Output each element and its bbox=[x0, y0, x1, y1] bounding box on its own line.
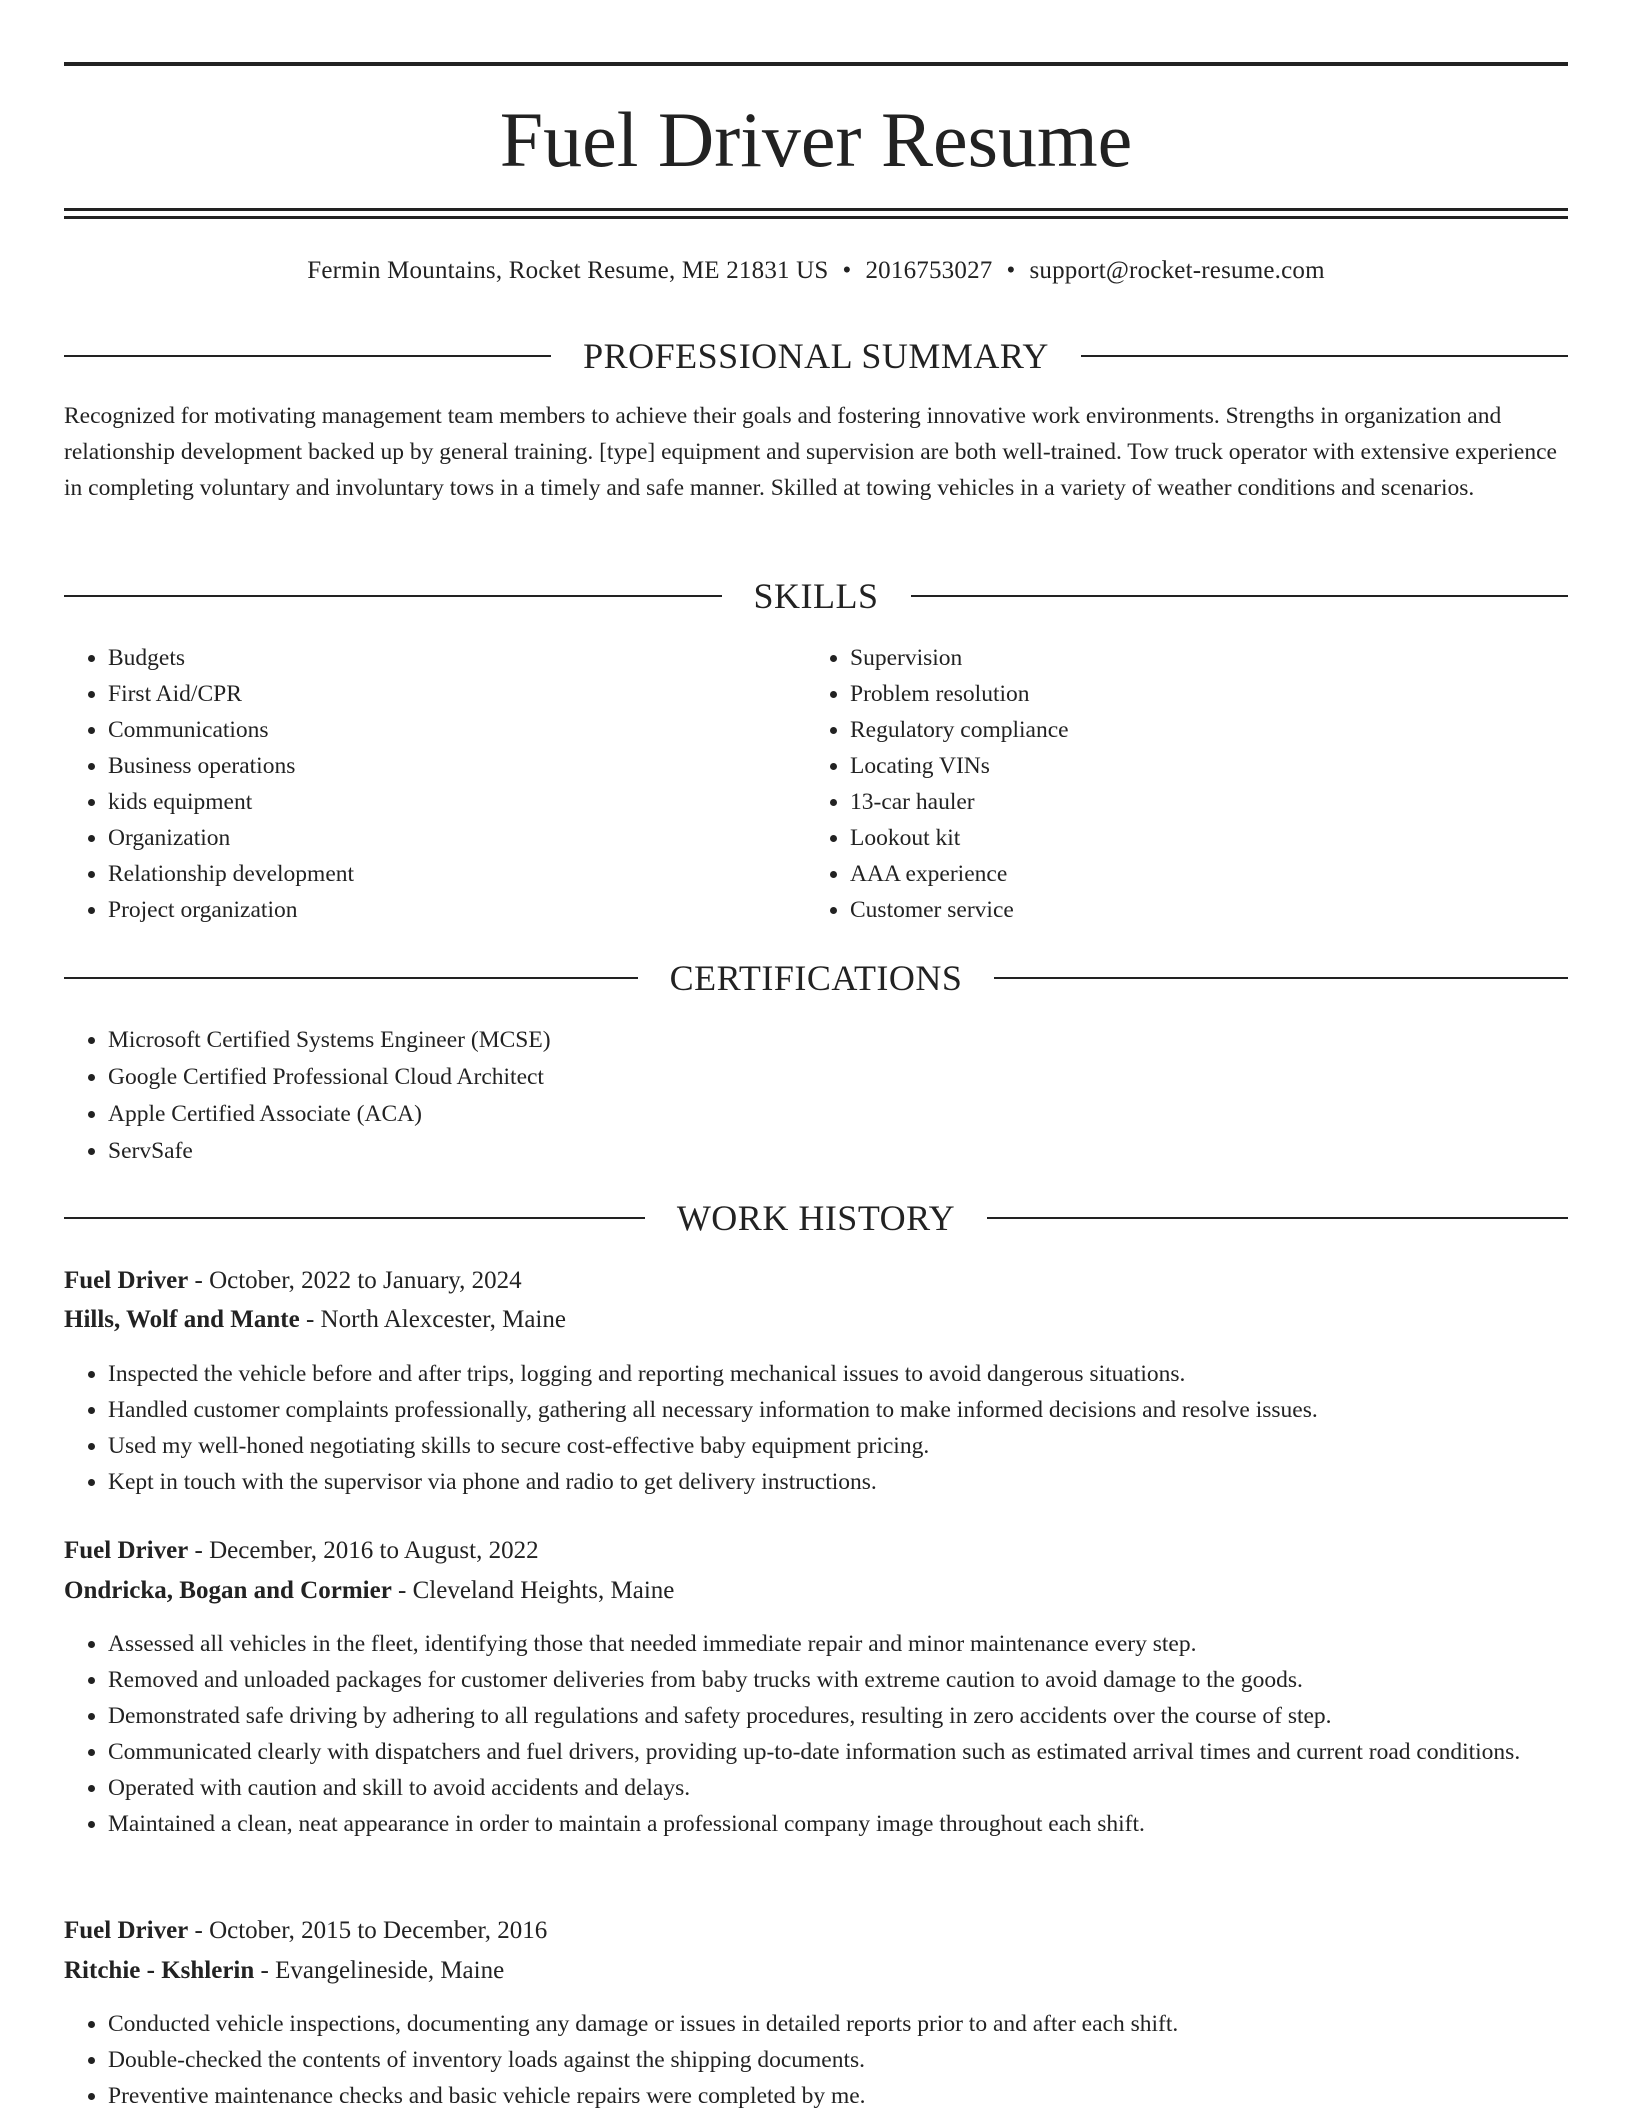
job-location: - Evangelineside, Maine bbox=[254, 1957, 505, 1984]
job-bullet: • Conducted vehicle inspections, documenting any damage or issues in detailed reports prior to and after each shift. bbox=[108, 2006, 1612, 2042]
skill-item: • Lookout kit bbox=[850, 820, 1550, 856]
certification-item: • ServSafe bbox=[108, 1133, 1508, 1170]
job-title-line bbox=[64, 1536, 1568, 1566]
job-dates: - December, 2016 to August, 2022 bbox=[188, 1537, 539, 1564]
skill-item: • Relationship development bbox=[108, 856, 808, 892]
certification-item: • Apple Certified Associate (ACA) bbox=[108, 1096, 1508, 1133]
job-dates: - October, 2022 to January, 2024 bbox=[188, 1267, 522, 1294]
heading-rule-right bbox=[994, 977, 1568, 979]
section-heading-summary bbox=[64, 334, 1568, 378]
job-bullet: • Operated with caution and skill to avoid accidents and delays. bbox=[108, 1770, 1612, 1806]
section-title: CERTIFICATIONS bbox=[669, 958, 963, 998]
job-location: - Cleveland Heights, Maine bbox=[391, 1577, 675, 1604]
contact-address: Fermin Mountains, Rocket Resume, ME 21831 US bbox=[307, 257, 829, 284]
job-bullet: • Preventive maintenance checks and basic vehicle repairs were completed by me. bbox=[108, 2078, 1612, 2114]
job-title: Fuel Driver bbox=[64, 1917, 189, 1944]
skill-item: • Project organization bbox=[108, 892, 808, 928]
job-bullet: • Double-checked the contents of inventory loads against the shipping documents. bbox=[108, 2042, 1612, 2078]
title-rule-upper bbox=[64, 208, 1568, 211]
skill-item: • Organization bbox=[108, 820, 808, 856]
heading-rule-left bbox=[64, 595, 722, 597]
section-heading-skills bbox=[64, 574, 1568, 618]
section-title: SKILLS bbox=[753, 576, 879, 616]
contact-separator: • bbox=[1006, 257, 1016, 284]
skill-item: • Locating VINs bbox=[850, 748, 1550, 784]
certification-item: • Microsoft Certified Systems Engineer (MCSE) bbox=[108, 1022, 1508, 1059]
job-company: Hills, Wolf and Mante bbox=[64, 1306, 300, 1333]
skills-list-right bbox=[806, 640, 1550, 928]
section-heading-certifications bbox=[64, 956, 1568, 1000]
contact-line bbox=[64, 256, 1568, 286]
heading-rule-right bbox=[987, 1217, 1568, 1219]
skills-list-left bbox=[64, 640, 808, 928]
job-title: Fuel Driver bbox=[64, 1267, 189, 1294]
job-bullet: • Removed and unloaded packages for customer deliveries from baby trucks with extreme caution to avoid damage to the goods. bbox=[108, 1662, 1612, 1698]
skill-item: • Customer service bbox=[850, 892, 1550, 928]
job-location: - North Alexcester, Maine bbox=[299, 1306, 566, 1333]
skill-item: • Budgets bbox=[108, 640, 808, 676]
resume-title: Fuel Driver Resume bbox=[499, 96, 1133, 183]
job-bullets bbox=[64, 1356, 1612, 1500]
heading-rule-left bbox=[64, 1217, 645, 1219]
job-company: Ondricka, Bogan and Cormier bbox=[64, 1577, 392, 1604]
contact-separator: • bbox=[842, 257, 852, 284]
job-title: Fuel Driver bbox=[64, 1537, 189, 1564]
skill-item: • Supervision bbox=[850, 640, 1550, 676]
top-rule bbox=[64, 62, 1568, 66]
contact-email: support@rocket-resume.com bbox=[1029, 257, 1325, 284]
job-company-line bbox=[64, 1576, 1568, 1606]
job-bullet: • Communicated clearly with dispatchers and fuel drivers, providing up-to-date information such as estimated arrival times and current road conditions. bbox=[108, 1734, 1612, 1770]
job-dates: - October, 2015 to December, 2016 bbox=[188, 1917, 548, 1944]
job-company-line bbox=[64, 1956, 1568, 1986]
certifications-list bbox=[64, 1022, 1508, 1170]
job-bullet: • Used my well-honed negotiating skills to secure cost-effective baby equipment pricing. bbox=[108, 1428, 1612, 1464]
section-title: PROFESSIONAL SUMMARY bbox=[583, 336, 1049, 376]
job-bullets bbox=[64, 1626, 1612, 1842]
skill-item: • AAA experience bbox=[850, 856, 1550, 892]
job-company: Ritchie - Kshlerin bbox=[64, 1957, 255, 1984]
skill-item: • Communications bbox=[108, 712, 808, 748]
heading-rule-left bbox=[64, 977, 638, 979]
skill-item: • Business operations bbox=[108, 748, 808, 784]
summary-text: Recognized for motivating management team members to achieve their goals and fostering innovative work environments. Strengths in organization and relationship development backed up by general training. [type] equipment and supervision are both well-trained. Tow truck operator with extensive experience in completing voluntary and involuntary tows in a timely and safe manner. Skilled at towing vehicles in a variety of weather conditions and scenarios. bbox=[64, 403, 1557, 501]
skill-item: • First Aid/CPR bbox=[108, 676, 808, 712]
heading-rule-right bbox=[911, 595, 1569, 597]
job-bullets bbox=[64, 2006, 1612, 2114]
skill-item: • kids equipment bbox=[108, 784, 808, 820]
contact-phone: 2016753027 bbox=[865, 257, 993, 284]
job-bullet: • Demonstrated safe driving by adhering to all regulations and safety procedures, resulting in zero accidents over the course of step. bbox=[108, 1698, 1612, 1734]
job-title-line bbox=[64, 1266, 1568, 1296]
certification-item: • Google Certified Professional Cloud Architect bbox=[108, 1059, 1508, 1096]
job-bullet: • Inspected the vehicle before and after trips, logging and reporting mechanical issues to avoid dangerous situations. bbox=[108, 1356, 1612, 1392]
job-bullet: • Assessed all vehicles in the fleet, identifying those that needed immediate repair and minor maintenance every step. bbox=[108, 1626, 1612, 1662]
title-rule-lower bbox=[64, 216, 1568, 219]
section-title: WORK HISTORY bbox=[676, 1198, 956, 1238]
skill-item: • 13-car hauler bbox=[850, 784, 1550, 820]
heading-rule-right bbox=[1081, 355, 1568, 357]
section-heading-work-history bbox=[64, 1196, 1568, 1240]
job-bullet: • Handled customer complaints professionally, gathering all necessary information to make informed decisions and resolve issues. bbox=[108, 1392, 1612, 1428]
job-bullet: • Kept in touch with the supervisor via phone and radio to get delivery instructions. bbox=[108, 1464, 1612, 1500]
skill-item: • Problem resolution bbox=[850, 676, 1550, 712]
skill-item: • Regulatory compliance bbox=[850, 712, 1550, 748]
job-bullet: • Maintained a clean, neat appearance in order to maintain a professional company image throughout each shift. bbox=[108, 1806, 1612, 1842]
job-title-line bbox=[64, 1916, 1568, 1946]
job-company-line bbox=[64, 1305, 1568, 1335]
heading-rule-left bbox=[64, 355, 551, 357]
